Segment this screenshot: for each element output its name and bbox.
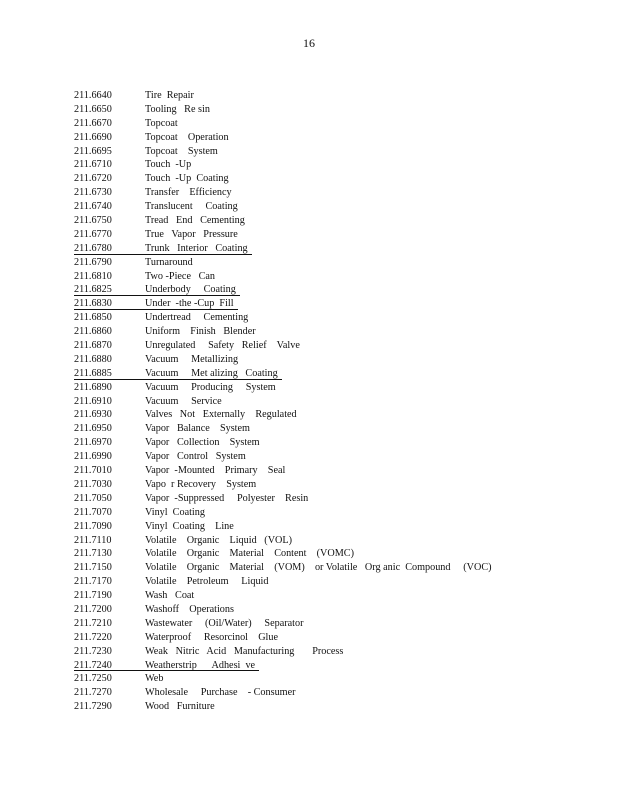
defined-term: Wood Furniture <box>145 701 215 713</box>
section-number: 211.6695 <box>74 145 112 157</box>
defined-term: Translucent Coating <box>145 201 238 213</box>
revision-underline <box>74 254 252 255</box>
definition-entry <box>74 131 594 145</box>
definition-entry <box>74 450 594 464</box>
definition-entry <box>74 492 594 506</box>
defined-term: Touch -Up Coating <box>145 173 229 185</box>
section-number: 211.6885 <box>74 367 112 379</box>
defined-term: Under -the -Cup Fill <box>145 298 234 310</box>
definition-entry <box>74 631 594 645</box>
definition-entry <box>74 311 594 325</box>
section-number: 211.6870 <box>74 340 112 352</box>
section-number: 211.6750 <box>74 215 112 227</box>
definition-entry <box>74 283 594 297</box>
section-number: 211.7150 <box>74 562 112 574</box>
definition-entry <box>74 367 594 381</box>
definition-entry <box>74 422 594 436</box>
definition-entry <box>74 478 594 492</box>
definition-entry <box>74 561 594 575</box>
definition-entry <box>74 297 594 311</box>
defined-term: Washoff Operations <box>145 603 234 615</box>
defined-term: Trunk Interior Coating <box>145 242 248 254</box>
defined-term: Unregulated Safety Relief Valve <box>145 340 300 352</box>
revision-underline <box>74 670 259 671</box>
definition-entry <box>74 381 594 395</box>
definition-entry <box>74 506 594 520</box>
section-number: 211.7290 <box>74 701 112 713</box>
section-number: 211.6650 <box>74 103 112 115</box>
section-number: 211.6720 <box>74 173 112 185</box>
section-number: 211.6830 <box>74 298 112 310</box>
section-number: 211.6850 <box>74 312 112 324</box>
definition-entry <box>74 589 594 603</box>
definition-entry <box>74 353 594 367</box>
definition-entry <box>74 672 594 686</box>
section-number: 211.6770 <box>74 228 112 240</box>
section-number: 211.7170 <box>74 576 112 588</box>
definition-entry <box>74 158 594 172</box>
defined-term: Volatile Organic Material Content (VOMC) <box>145 548 354 560</box>
definition-entry <box>74 395 594 409</box>
defined-term: Vacuum Metallizing <box>145 353 239 365</box>
defined-term: Topcoat <box>145 117 178 129</box>
section-number: 211.7110 <box>74 534 112 546</box>
defined-term: Underbody Coating <box>145 284 236 296</box>
defined-term: Waterproof Resorcinol Glue <box>145 631 278 643</box>
definition-entry <box>74 700 594 714</box>
section-number: 211.7240 <box>74 659 112 671</box>
section-number: 211.6910 <box>74 395 112 407</box>
section-number: 211.6880 <box>74 353 112 365</box>
section-number: 211.6730 <box>74 187 112 199</box>
defined-term: True Vapor Pressure <box>145 228 238 240</box>
definition-entry <box>74 325 594 339</box>
definition-entry <box>74 242 594 256</box>
defined-term: Wastewater (Oil/Water) Separator <box>145 617 304 629</box>
definitions-list <box>74 89 594 714</box>
definition-entry <box>74 103 594 117</box>
definition-entry <box>74 436 594 450</box>
defined-term: Topcoat System <box>145 145 218 157</box>
definition-entry <box>74 117 594 131</box>
defined-term: Wash Coat <box>145 590 195 602</box>
definition-entry <box>74 186 594 200</box>
definition-entry <box>74 172 594 186</box>
definition-entry <box>74 256 594 270</box>
section-number: 211.6930 <box>74 409 112 421</box>
defined-term: Valves Not Externally Regulated <box>145 409 297 421</box>
defined-term: Turnaround <box>145 256 193 268</box>
defined-term: Vacuum Service <box>145 395 222 407</box>
defined-term: Vapor -Suppressed Polyester Resin <box>145 492 309 504</box>
definition-entry <box>74 89 594 103</box>
defined-term: Transfer Efficiency <box>145 187 232 199</box>
section-number: 211.7210 <box>74 617 112 629</box>
section-number: 211.6790 <box>74 256 112 268</box>
definition-entry <box>74 686 594 700</box>
section-number: 211.6740 <box>74 201 112 213</box>
section-number: 211.7070 <box>74 506 112 518</box>
defined-term: Undertread Cementing <box>145 312 249 324</box>
section-number: 211.6950 <box>74 423 112 435</box>
defined-term: Weatherstrip Adhesi ve <box>145 659 256 671</box>
defined-term: Vinyl Coating Line <box>145 520 234 532</box>
definition-entry <box>74 603 594 617</box>
definition-entry <box>74 575 594 589</box>
definition-entry <box>74 228 594 242</box>
section-number: 211.6825 <box>74 284 112 296</box>
section-number: 211.7220 <box>74 631 112 643</box>
definition-entry <box>74 534 594 548</box>
defined-term: Vapo r Recovery System <box>145 478 257 490</box>
section-number: 211.6890 <box>74 381 112 393</box>
section-number: 211.7050 <box>74 492 112 504</box>
section-number: 211.7030 <box>74 478 112 490</box>
section-number: 211.7130 <box>74 548 112 560</box>
section-number: 211.6780 <box>74 242 112 254</box>
definition-entry <box>74 214 594 228</box>
definition-entry <box>74 145 594 159</box>
section-number: 211.7010 <box>74 465 112 477</box>
section-number: 211.6690 <box>74 131 112 143</box>
section-number: 211.7200 <box>74 603 112 615</box>
defined-term: Vinyl Coating <box>145 506 205 518</box>
revision-underline <box>74 309 238 310</box>
defined-term: Vacuum Met alizing Coating <box>145 367 278 379</box>
defined-term: Two -Piece Can <box>145 270 216 282</box>
defined-term: Weak Nitric Acid Manufacturing Process <box>145 645 344 657</box>
definition-entry <box>74 464 594 478</box>
defined-term: Topcoat Operation <box>145 131 229 143</box>
section-number: 211.7190 <box>74 590 112 602</box>
defined-term: Vacuum Producing System <box>145 381 276 393</box>
defined-term: Vapor Balance System <box>145 423 250 435</box>
section-number: 211.6990 <box>74 451 112 463</box>
defined-term: Vapor -Mounted Primary Seal <box>145 465 286 477</box>
defined-term: Web <box>145 673 164 685</box>
definition-entry <box>74 645 594 659</box>
defined-term: Volatile Organic Liquid (VOL) <box>145 534 293 546</box>
section-number: 211.7230 <box>74 645 112 657</box>
revision-underline <box>74 295 240 296</box>
defined-term: Volatile Organic Material (VOM) or Volatile Org anic Compound (VOC) <box>145 562 492 574</box>
section-number: 211.6710 <box>74 159 112 171</box>
section-number: 211.6860 <box>74 326 112 338</box>
section-number: 211.6670 <box>74 117 112 129</box>
section-number: 211.7270 <box>74 687 112 699</box>
section-number: 211.7090 <box>74 520 112 532</box>
defined-term: Tread End Cementing <box>145 215 245 227</box>
defined-term: Vapor Collection System <box>145 437 260 449</box>
revision-underline <box>74 379 282 380</box>
definition-entry <box>74 547 594 561</box>
section-number: 211.6970 <box>74 437 112 449</box>
defined-term: Volatile Petroleum Liquid <box>145 576 269 588</box>
definition-entry <box>74 339 594 353</box>
definition-entry <box>74 270 594 284</box>
defined-term: Tire Repair <box>145 90 194 101</box>
section-number: 211.7250 <box>74 673 112 685</box>
definition-entry <box>74 520 594 534</box>
defined-term: Touch -Up <box>145 159 192 171</box>
defined-term: Uniform Finish Blender <box>145 326 256 338</box>
defined-term: Tooling Re sin <box>145 103 210 115</box>
section-number: 211.6640 <box>74 90 112 101</box>
definition-entry <box>74 617 594 631</box>
definition-entry <box>74 659 594 673</box>
section-number: 211.6810 <box>74 270 112 282</box>
defined-term: Wholesale Purchase - Consumer <box>145 687 296 699</box>
definition-entry <box>74 408 594 422</box>
defined-term: Vapor Control System <box>145 451 246 463</box>
page-number: 16 <box>303 36 315 50</box>
definition-entry <box>74 200 594 214</box>
